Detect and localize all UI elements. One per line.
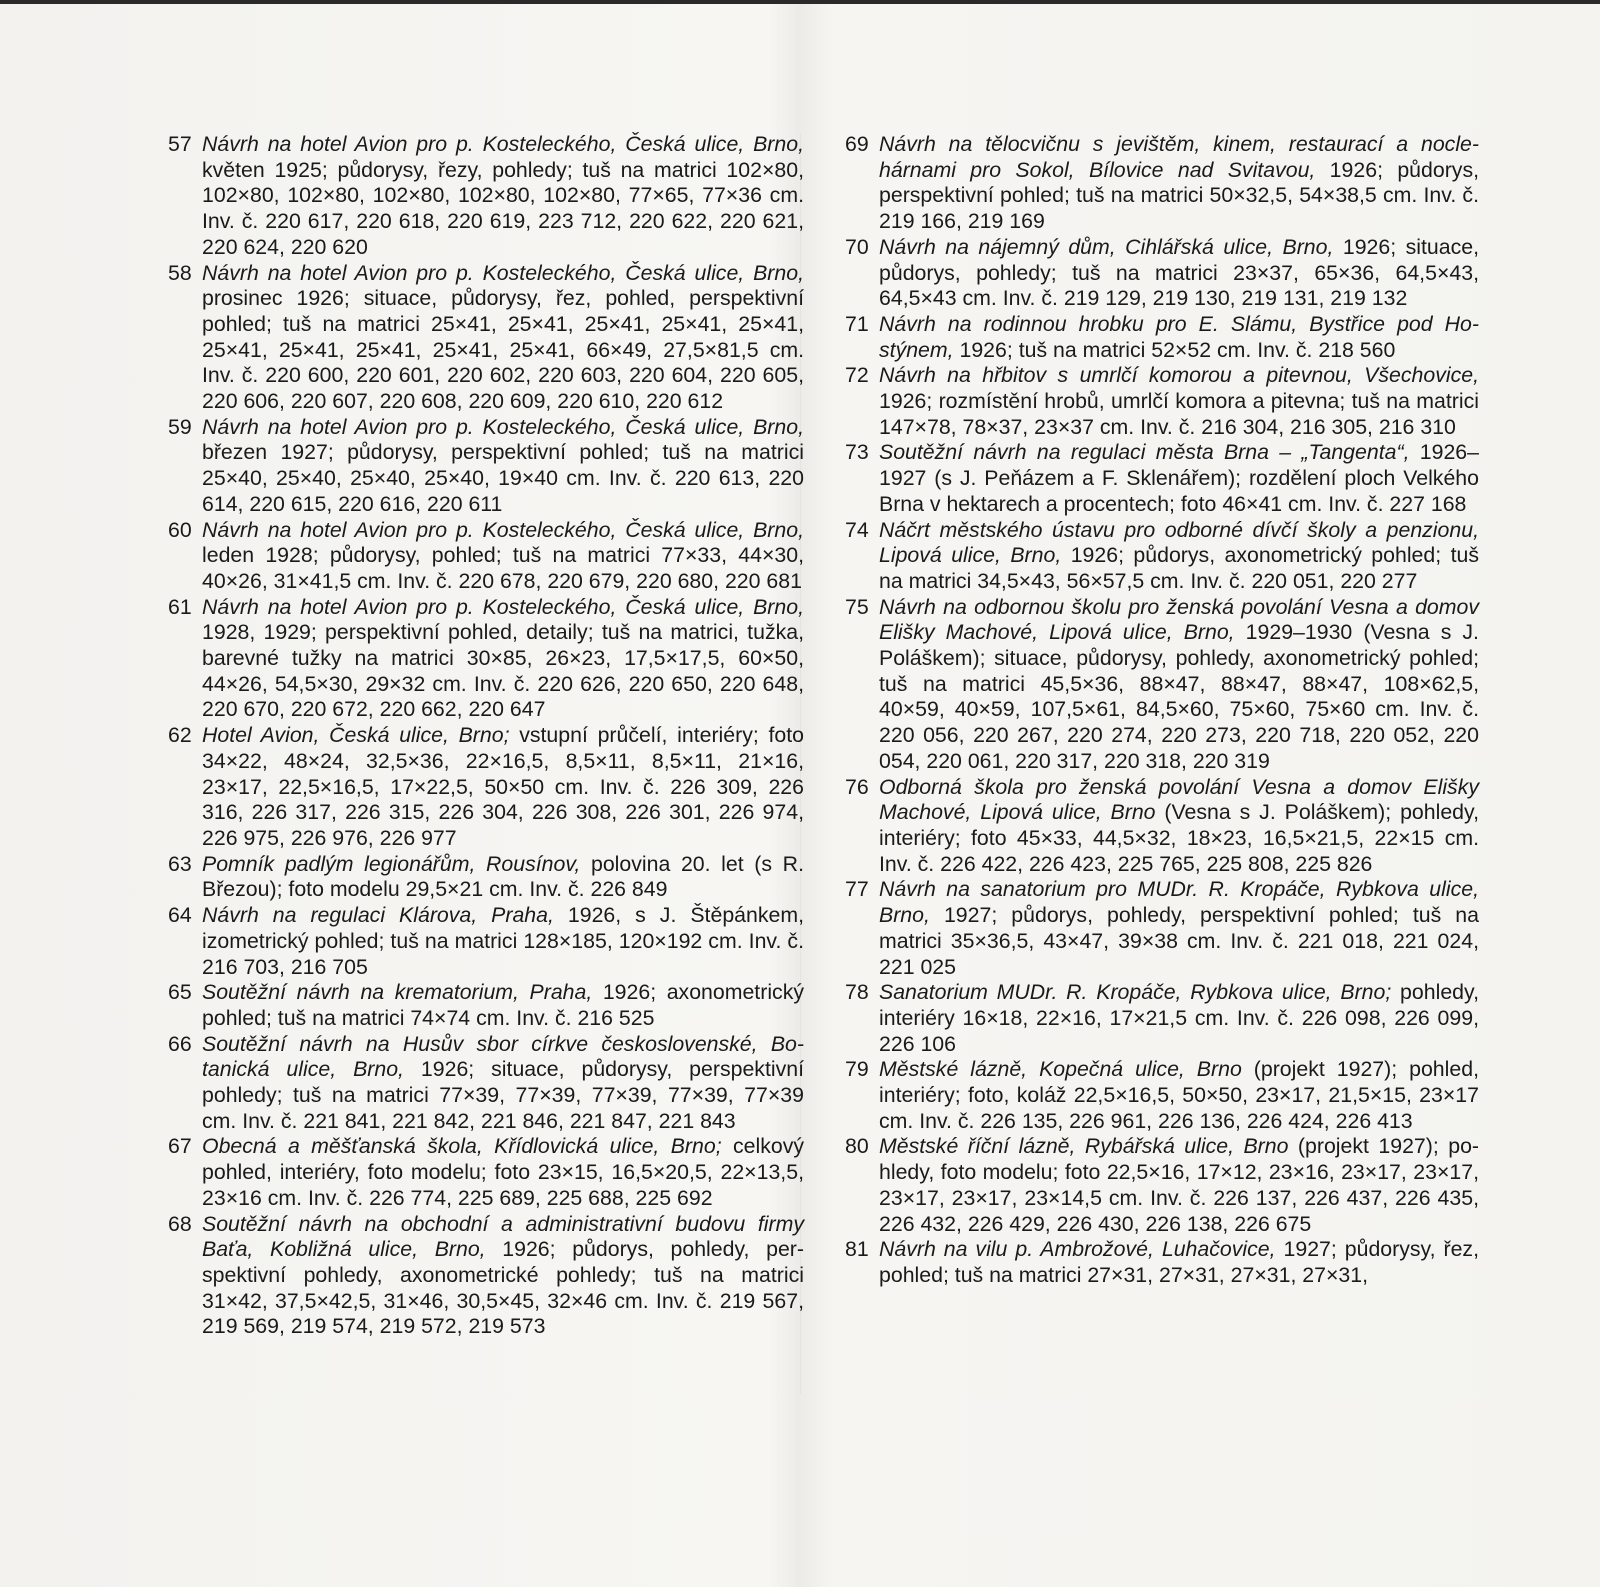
- entry-title: Návrh na hřbitov s umrlčí komorou a pitevnou, Všechovice,: [879, 363, 1479, 388]
- entry-title: Návrh na odbornou školu pro ženská povolání Vesna a domov Elišky Machové, Lipová ulice, Brno,: [879, 594, 1479, 645]
- entry-title: Městské říční lázně, Rybářská ulice, Brno: [879, 1134, 1289, 1159]
- entry-title: Návrh na hotel Avion pro p. Kosteleckého, Česká ulice, Brno,: [202, 260, 804, 285]
- entry-number: 80: [845, 1134, 869, 1159]
- catalogue-entry: [845, 440, 1479, 517]
- catalogue-entry: [845, 1237, 1479, 1288]
- entry-details: 1926; tuš na matrici 52×52 cm. Inv. č. 218 560: [953, 337, 1396, 362]
- entry-number: 66: [168, 1031, 192, 1056]
- catalogue-entry: [168, 723, 804, 852]
- entry-details: 1926, s J. Štěpánkem, izometrický pohled; tuš na matrici 128×185, 120×192 cm. Inv. č. 216 703, 216 705: [202, 903, 805, 979]
- entry-details: 1926; půdorys, perspektivní pohled; tuš na matrici 50×32,5, 54×38,5 cm. Inv. č. 219 166, 219 169: [879, 157, 1480, 234]
- entry-number: 62: [168, 723, 192, 748]
- catalogue-entry: [845, 1057, 1479, 1134]
- entry-number: 61: [168, 594, 192, 619]
- entry-details: 1926; půdorys, axonometrický pohled; tuš na matrici 34,5×43, 56×57,5 cm. Inv. č. 220 051, 220 277: [879, 543, 1480, 593]
- entry-number: 64: [168, 903, 192, 928]
- entry-title: Návrh na hotel Avion pro p. Kosteleckého, Česká ulice, Brno,: [202, 594, 804, 619]
- entry-title: Návrh na rodinnou hrobku pro E. Slámu, Bystřice pod Hostýnem,: [879, 311, 1479, 362]
- catalogue-entry: [845, 595, 1479, 775]
- catalogue-entry: [845, 877, 1479, 980]
- entry-number: 72: [845, 363, 869, 388]
- entry-title: Návrh na regulaci Klárova, Praha,: [202, 903, 554, 928]
- entry-number: 63: [168, 851, 192, 876]
- entry-details: (projekt 1927); pohled, interiéry; foto, koláž 22,5×16,5, 50×50, 23×17, 21,5×15, 23×17 cm. Inv. č. 226 135, 226 961, 226 136, 226 424, 226 413: [879, 1057, 1479, 1133]
- entry-details: (Vesna s J. Poláškem); pohledy, interiéry; foto 45×33, 44,5×32, 18×23, 16,5×21,5, 22×15 cm. Inv. č. 226 422, 226 423, 225 765, 225 808, 225 826: [879, 800, 1480, 876]
- entry-number: 78: [845, 980, 869, 1005]
- entry-title: Návrh na tělocvičnu s jevištěm, kinem, restaurací a noclehárnami pro Sokol, Bílovice nad Svitavou,: [879, 132, 1479, 182]
- entry-title: Návrh na sanatorium pro MUDr. R. Kropáče, Rybkova ulice, Brno,: [879, 877, 1479, 928]
- catalogue-entry: [845, 518, 1479, 595]
- catalogue-entry: [168, 980, 804, 1031]
- right-column: [845, 132, 1479, 1289]
- entry-title: Odborná škola pro ženská povolání Vesna a domov Elišky Machové, Lipová ulice, Brno: [879, 774, 1479, 825]
- entry-number: 59: [168, 414, 192, 439]
- entry-details: 1926–1927 (s J. Peňázem a F. Sklenářem); rozdělení ploch Velkého Brna v hektarech a procentech; foto 46×41 cm. Inv. č. 227 168: [879, 440, 1479, 516]
- entry-details: 1927; půdorysy, řez, pohled; tuš na matrici 27×31, 27×31, 27×31, 27×31,: [879, 1237, 1479, 1287]
- catalogue-entry: [168, 261, 804, 415]
- entry-number: 71: [845, 311, 869, 336]
- entry-number: 57: [168, 132, 192, 156]
- entry-number: 74: [845, 517, 869, 542]
- entry-details: 1926; situace, půdorysy, perspektivní pohledy; tuš na matrici 77×39, 77×39, 77×39, 77×39, 77×39 cm. Inv. č. 221 841, 221 842, 221 846, 221 847, 221 843: [202, 1057, 805, 1133]
- entry-title: Návrh na hotel Avion pro p. Kosteleckého, Česká ulice, Brno,: [202, 517, 804, 542]
- entry-title: Návrh na hotel Avion pro p. Kosteleckého, Česká ulice, Brno,: [202, 414, 804, 439]
- entry-number: 81: [845, 1237, 869, 1262]
- catalogue-page: [0, 4, 1600, 1587]
- entry-title: Návrh na hotel Avion pro p. Kosteleckého, Česká ulice, Brno,: [202, 132, 804, 156]
- entry-title: Obecná a měšťanská škola, Křídlovická ulice, Brno;: [202, 1134, 722, 1159]
- entry-details: 1926; půdorys, pohledy, perspektivní pohledy, axonometrické pohledy; tuš na matrici 31×42, 37,5×42,5, 31×46, 30,5×45, 32×46 cm. Inv. č. 219 567, 219 569, 219 574, 219 572, 219 573: [202, 1237, 804, 1339]
- entry-details: 1927; půdorys, pohledy, perspektivní pohled; tuš na matrici 35×36,5, 43×47, 39×38 cm. Inv. č. 221 018, 221 024, 221 025: [879, 903, 1479, 979]
- entry-title: Soutěžní návrh na krematorium, Praha,: [202, 980, 593, 1005]
- catalogue-entry: [845, 132, 1479, 235]
- catalogue-entry: [168, 415, 804, 518]
- entry-number: 67: [168, 1134, 192, 1159]
- entry-title: Soutěžní návrh na Husův sbor církve československé, Botanická ulice, Brno,: [202, 1031, 804, 1082]
- entry-number: 69: [845, 132, 869, 156]
- catalogue-entry: [845, 312, 1479, 363]
- entry-details: celkový pohled, interiéry, foto modelu; foto 23×15, 16,5×20,5, 22×13,5, 23×16 cm. Inv. č. 226 774, 225 689, 225 688, 225 692: [202, 1134, 805, 1210]
- entry-details: 1928, 1929; perspektivní pohled, detaily; tuš na matrici, tužka, barevné tužky na matrici 30×85, 26×23, 17,5×17,5, 60×50, 44×26, 54,5×30, 29×32 cm. Inv. č. 220 626, 220 650, 220 648, 220 670, 220 672, 220 662, 220 647: [202, 620, 804, 722]
- entry-details: pohledy, interiéry 16×18, 22×16, 17×21,5 cm. Inv. č. 226 098, 226 099, 226 106: [879, 980, 1479, 1056]
- entry-details: 1929–1930 (Vesna s J. Poláškem); situace, půdorysy, pohledy, axonometrický pohled; tuš na matrici 45,5×36, 88×47, 88×47, 88×47, 108×62,5, 40×59, 40×59, 107,5×61, 84,5×60, 75×60, 75×60 cm. Inv. č. 220 056, 220 267, 220 274, 220 273, 220 718, 220 052, 220 054, 220 061, 220 317, 220 318, 220 319: [879, 620, 1479, 773]
- entry-details: 1926; axonometrický pohled; tuš na matrici 74×74 cm. Inv. č. 216 525: [202, 980, 804, 1030]
- catalogue-entry: [168, 518, 804, 595]
- catalogue-entry: [168, 903, 804, 980]
- entry-number: 60: [168, 517, 192, 542]
- entry-title: Sanatorium MUDr. R. Kropáče, Rybkova ulice, Brno;: [879, 980, 1392, 1005]
- catalogue-entry: [168, 1212, 804, 1341]
- entry-number: 75: [845, 594, 869, 619]
- entry-number: 70: [845, 234, 869, 259]
- entry-details: 1926; rozmístění hrobů, umrlčí komora a pitevna; tuš na matrici 147×78, 78×37, 23×37 cm. Inv. č. 216 304, 216 305, 216 310: [879, 389, 1479, 439]
- entry-title: Návrh na nájemný dům, Cihlářská ulice, Brno,: [879, 234, 1334, 259]
- entry-number: 73: [845, 440, 869, 465]
- catalogue-entry: [845, 1134, 1479, 1237]
- entry-details: 1926; situace, půdorys, pohledy; tuš na matrici 23×37, 65×36, 64,5×43, 64,5×43 cm. Inv. č. 219 129, 219 130, 219 131, 219 132: [879, 234, 1479, 311]
- catalogue-entry: [168, 852, 804, 903]
- entry-details: vstupní průčelí, interiéry; foto 34×22, 48×24, 32,5×36, 22×16,5, 8,5×11, 8,5×11, 21×16, 23×17, 22,5×16,5, 17×22,5, 50×50 cm. Inv. č. 226 309, 226 316, 226 317, 226 315, 226 304, 226 308, 226 301, 226 974, 226 975, 226 976, 226 977: [202, 723, 804, 850]
- entry-details: leden 1928; půdorysy, pohled; tuš na matrici 77×33, 44×30, 40×26, 31×41,5 cm. Inv. č. 220 678, 220 679, 220 680, 220 681: [202, 543, 804, 593]
- catalogue-entry: [845, 775, 1479, 878]
- entry-title: Hotel Avion, Česká ulice, Brno;: [202, 723, 510, 748]
- entry-details: (projekt 1927); pohledy, foto modelu; foto 22,5×16, 17×12, 23×16, 23×17, 23×17, 23×17, 23×17, 23×14,5 cm. Inv. č. 226 137, 226 437, 226 435, 226 432, 226 429, 226 430, 226 138, 226 675: [879, 1134, 1480, 1236]
- entry-title: Soutěžní návrh na regulaci města Brna – „Tangenta“,: [879, 440, 1410, 465]
- catalogue-entry: [168, 1032, 804, 1135]
- catalogue-entry: [845, 235, 1479, 312]
- catalogue-entry: [168, 1134, 804, 1211]
- entry-title: Pomník padlým legionářům, Rousínov,: [202, 851, 581, 876]
- catalogue-entry: [168, 595, 804, 724]
- left-column: [168, 132, 804, 1340]
- entry-details: březen 1927; půdorysy, perspektivní pohled; tuš na matrici 25×40, 25×40, 25×40, 25×40, 19×40 cm. Inv. č. 220 613, 220 614, 220 615, 220 616, 220 611: [202, 440, 804, 516]
- entry-title: Městské lázně, Kopečná ulice, Brno: [879, 1057, 1242, 1082]
- entry-details: polovina 20. let (s R. Březou); foto modelu 29,5×21 cm. Inv. č. 226 849: [202, 851, 804, 902]
- catalogue-entry: [845, 980, 1479, 1057]
- entry-number: 65: [168, 980, 192, 1005]
- entry-number: 79: [845, 1057, 869, 1082]
- entry-number: 76: [845, 774, 869, 799]
- entry-details: prosinec 1926; situace, půdorysy, řez, pohled, perspektivní pohled; tuš na matrici 25×41, 25×41, 25×41, 25×41, 25×41, 25×41, 25×41, 25×41, 25×41, 25×41, 66×49, 27,5×81,5 cm. Inv. č. 220 600, 220 601, 220 602, 220 603, 220 604, 220 605, 220 606, 220 607, 220 608, 220 609, 220 610, 220 612: [202, 286, 804, 414]
- catalogue-entry: [845, 363, 1479, 440]
- entry-title: Soutěžní návrh na obchodní a administrativní budovu firmy Baťa, Kobližná ulice, Brno,: [202, 1211, 804, 1262]
- entry-title: Náčrt městského ústavu pro odborné dívčí školy a penzionu, Lipová ulice, Brno,: [879, 517, 1479, 568]
- entry-number: 68: [168, 1211, 192, 1236]
- entry-details: květen 1925; půdorysy, řezy, pohledy; tuš na matrici 102×80, 102×80, 102×80, 102×80, 102×80, 102×80, 77×65, 77×36 cm. Inv. č. 220 617, 220 618, 220 619, 223 712, 220 622, 220 621, 220 624, 220 620: [202, 157, 804, 259]
- entry-number: 77: [845, 877, 869, 902]
- catalogue-entry: [168, 132, 804, 261]
- entry-number: 58: [168, 260, 192, 285]
- entry-title: Návrh na vilu p. Ambrožové, Luhačovice,: [879, 1237, 1276, 1262]
